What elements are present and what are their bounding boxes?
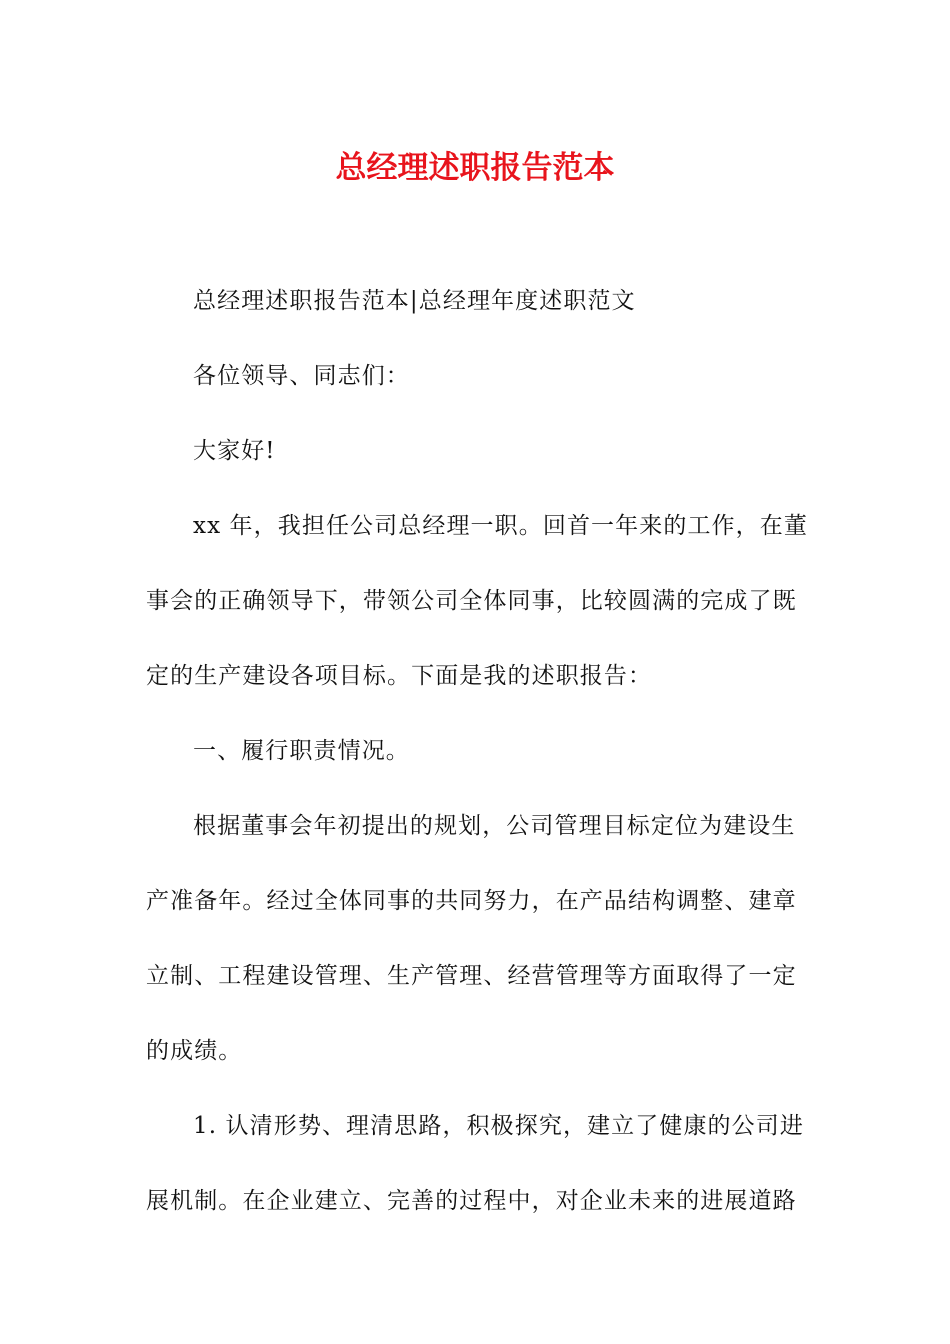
body-line: 定的生产建设各项目标。下面是我的述职报告： [146,663,653,689]
body-line: xx 年，我担任公司总经理一职。回首一年来的工作，在董 [193,513,808,539]
body-line: 的成绩。 [146,1038,243,1064]
document-title: 总经理述职报告范本 [335,150,615,186]
body-line: 总经理述职报告范本|总经理年度述职范文 [193,288,636,314]
body-line: 展机制。在企业建立、完善的过程中，对企业未来的进展道路 [146,1188,797,1214]
body-line: 产准备年。经过全体同事的共同努力，在产品结构调整、建章 [146,888,797,914]
body-line: 各位领导、同志们： [193,363,410,389]
body-line: 立制、工程建设管理、生产管理、经营管理等方面取得了一定 [146,963,797,989]
body-line: 大家好! [193,438,276,464]
body-line: 根据董事会年初提出的规划，公司管理目标定位为建设生 [193,813,796,839]
body-line: 一、履行职责情况。 [193,738,410,764]
body-line: 1. 认清形势、理清思路，积极探究，建立了健康的公司进 [193,1113,804,1139]
body-line: 事会的正确领导下，带领公司全体同事，比较圆满的完成了既 [146,588,797,614]
document-body [146,282,808,1257]
